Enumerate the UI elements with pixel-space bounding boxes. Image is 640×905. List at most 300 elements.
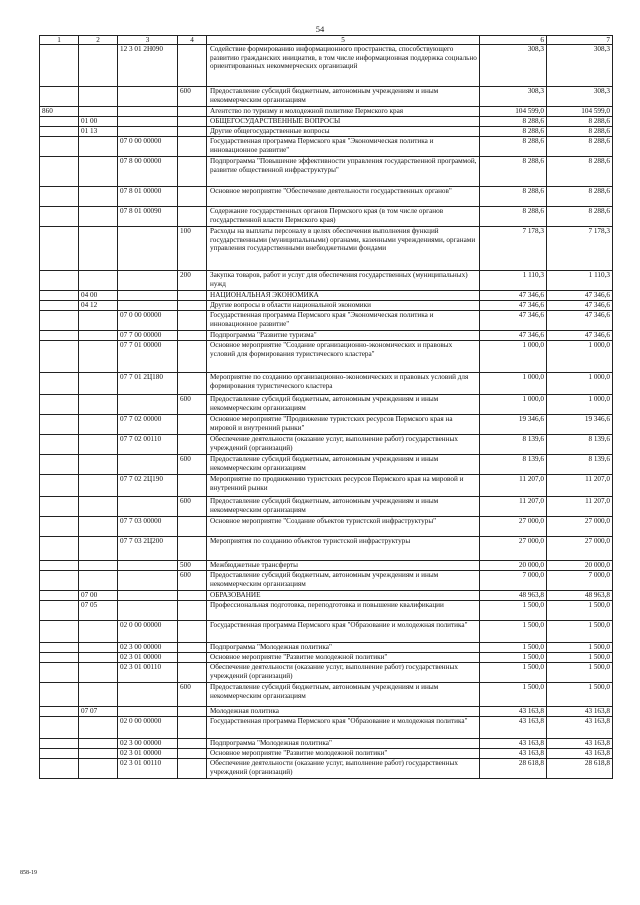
cell-c2	[79, 341, 118, 373]
cell-c1	[40, 571, 79, 591]
cell-c6: 8 288,6	[480, 117, 547, 127]
cell-c7: 1 110,3	[547, 271, 613, 291]
table-row	[40, 707, 613, 717]
cell-c1	[40, 739, 79, 749]
cell-c5: Межбюджетные трансферты	[207, 561, 480, 571]
table-header-row	[40, 36, 613, 45]
cell-c2: 07 05	[79, 601, 118, 621]
cell-c3	[118, 301, 178, 311]
cell-c3	[118, 291, 178, 301]
cell-c1	[40, 227, 79, 271]
cell-c2	[79, 475, 118, 497]
cell-c7: 1 000,0	[547, 341, 613, 373]
cell-c7: 28 618,8	[547, 759, 613, 779]
cell-c1	[40, 717, 79, 739]
cell-c4	[178, 759, 207, 779]
cell-c4	[178, 591, 207, 601]
cell-c1	[40, 749, 79, 759]
cell-c6: 1 500,0	[480, 621, 547, 643]
cell-c5: Другие вопросы в области национальной экономики	[207, 301, 480, 311]
cell-c2: 07 07	[79, 707, 118, 717]
budget-table	[39, 35, 613, 779]
cell-c7: 1 500,0	[547, 621, 613, 643]
cell-c4	[178, 331, 207, 341]
cell-c7: 11 207,0	[547, 475, 613, 497]
cell-c3	[118, 87, 178, 107]
cell-c6: 308,3	[480, 87, 547, 107]
cell-c2	[79, 759, 118, 779]
cell-c6: 47 346,6	[480, 291, 547, 301]
cell-c1	[40, 117, 79, 127]
cell-c3: 02 0 00 00000	[118, 621, 178, 643]
cell-c2	[79, 749, 118, 759]
cell-c4	[178, 373, 207, 395]
cell-c5: Основное мероприятие "Развитие молодежной политики"	[207, 653, 480, 663]
cell-c5: Обеспечение деятельности (оказание услуг, выполнение работ) государственных учреждений (организаций)	[207, 663, 480, 683]
cell-c5: Обеспечение деятельности (оказание услуг, выполнение работ) государственных учреждений (организаций)	[207, 759, 480, 779]
cell-c1	[40, 157, 79, 187]
cell-c3	[118, 117, 178, 127]
cell-c5: Государственная программа Пермского края "Экономическая политика и инновационное развитие"	[207, 137, 480, 157]
cell-c4	[178, 117, 207, 127]
cell-c4	[178, 107, 207, 117]
cell-c3	[118, 127, 178, 137]
cell-c2	[79, 739, 118, 749]
cell-c6: 308,3	[480, 45, 547, 87]
cell-c5: Молодежная политика	[207, 707, 480, 717]
cell-c2: 04 12	[79, 301, 118, 311]
table-row	[40, 749, 613, 759]
cell-c5: Основное мероприятие "Обеспечение деятельности государственных органов"	[207, 187, 480, 207]
cell-c5: Мероприятия по созданию объектов туристской инфраструктуры	[207, 537, 480, 561]
table-row	[40, 739, 613, 749]
cell-c3	[118, 601, 178, 621]
cell-c6: 1 500,0	[480, 663, 547, 683]
cell-c7: 104 599,0	[547, 107, 613, 117]
cell-c4	[178, 517, 207, 537]
cell-c4: 600	[178, 87, 207, 107]
cell-c2	[79, 663, 118, 683]
cell-c7: 308,3	[547, 87, 613, 107]
table-row	[40, 311, 613, 331]
cell-c4	[178, 643, 207, 653]
cell-c7: 27 000,0	[547, 537, 613, 561]
cell-c2	[79, 271, 118, 291]
cell-c4	[178, 601, 207, 621]
cell-c3: 02 3 01 00000	[118, 653, 178, 663]
cell-c7: 20 000,0	[547, 561, 613, 571]
cell-c2	[79, 395, 118, 415]
cell-c6: 1 500,0	[480, 683, 547, 707]
table-row	[40, 475, 613, 497]
cell-c4	[178, 187, 207, 207]
cell-c6: 11 207,0	[480, 497, 547, 517]
cell-c1	[40, 373, 79, 395]
cell-c5: Содержание государственных органов Пермского края (в том числе органов государственной власти Пермского края)	[207, 207, 480, 227]
cell-c3: 02 3 00 00000	[118, 643, 178, 653]
table-row	[40, 643, 613, 653]
header-cell-7: 7	[547, 36, 613, 45]
cell-c7: 7 178,3	[547, 227, 613, 271]
cell-c3: 12 3 01 2Н090	[118, 45, 178, 87]
cell-c2	[79, 87, 118, 107]
cell-c6: 8 288,6	[480, 187, 547, 207]
cell-c3: 02 3 01 00110	[118, 759, 178, 779]
cell-c4	[178, 717, 207, 739]
table-row	[40, 271, 613, 291]
cell-c7: 308,3	[547, 45, 613, 87]
cell-c1	[40, 707, 79, 717]
cell-c6: 43 163,8	[480, 717, 547, 739]
cell-c1	[40, 537, 79, 561]
cell-c5: Основное мероприятие "Создание объектов туристской инфраструктуры"	[207, 517, 480, 537]
cell-c3	[118, 683, 178, 707]
cell-c5: Подпрограмма "Повышение эффективности управления государственной программой, развитие общественной инфраструктуры"	[207, 157, 480, 187]
cell-c7: 43 163,8	[547, 717, 613, 739]
cell-c7: 1 000,0	[547, 395, 613, 415]
cell-c7: 43 163,8	[547, 739, 613, 749]
cell-c4: 600	[178, 571, 207, 591]
cell-c1	[40, 653, 79, 663]
table-row	[40, 227, 613, 271]
cell-c2	[79, 537, 118, 561]
cell-c7: 47 346,6	[547, 311, 613, 331]
cell-c7: 1 500,0	[547, 601, 613, 621]
cell-c1	[40, 683, 79, 707]
cell-c4	[178, 127, 207, 137]
cell-c3	[118, 707, 178, 717]
cell-c3	[118, 271, 178, 291]
cell-c2	[79, 227, 118, 271]
cell-c2	[79, 187, 118, 207]
cell-c6: 104 599,0	[480, 107, 547, 117]
table-row	[40, 759, 613, 779]
cell-c1	[40, 455, 79, 475]
cell-c7: 8 288,6	[547, 117, 613, 127]
cell-c1	[40, 311, 79, 331]
cell-c3	[118, 107, 178, 117]
cell-c2	[79, 455, 118, 475]
cell-c2	[79, 653, 118, 663]
cell-c6: 8 288,6	[480, 207, 547, 227]
cell-c6: 43 163,8	[480, 749, 547, 759]
cell-c4	[178, 45, 207, 87]
cell-c5: Мероприятие по продвижению туристских ресурсов Пермского края на мировой и внутренний рынки	[207, 475, 480, 497]
cell-c1	[40, 759, 79, 779]
table-row	[40, 87, 613, 107]
cell-c6: 43 163,8	[480, 739, 547, 749]
cell-c5: Государственная программа Пермского края "Образование и молодежная политика"	[207, 621, 480, 643]
cell-c1	[40, 137, 79, 157]
cell-c2	[79, 717, 118, 739]
cell-c1	[40, 395, 79, 415]
cell-c6: 1 500,0	[480, 643, 547, 653]
table-row	[40, 663, 613, 683]
table-row	[40, 435, 613, 455]
cell-c5: Предоставление субсидий бюджетным, автономным учреждениям и иным некоммерческим организациям	[207, 455, 480, 475]
cell-c4	[178, 653, 207, 663]
cell-c3: 07 7 03 00000	[118, 517, 178, 537]
cell-c3: 07 7 00 00000	[118, 331, 178, 341]
cell-c1: 860	[40, 107, 79, 117]
cell-c4	[178, 341, 207, 373]
cell-c1	[40, 331, 79, 341]
cell-c4: 600	[178, 455, 207, 475]
cell-c4	[178, 207, 207, 227]
cell-c4	[178, 291, 207, 301]
cell-c6: 19 346,6	[480, 415, 547, 435]
table-row	[40, 187, 613, 207]
cell-c5: ОБРАЗОВАНИЕ	[207, 591, 480, 601]
cell-c4	[178, 311, 207, 331]
header-cell-3: 3	[118, 36, 178, 45]
cell-c4	[178, 537, 207, 561]
page-number: 54	[315, 24, 325, 34]
cell-c6: 7 178,3	[480, 227, 547, 271]
cell-c4	[178, 749, 207, 759]
cell-c1	[40, 207, 79, 227]
table-row	[40, 117, 613, 127]
cell-c2	[79, 331, 118, 341]
table-row	[40, 207, 613, 227]
cell-c2	[79, 137, 118, 157]
cell-c4	[178, 707, 207, 717]
cell-c5: Расходы на выплаты персоналу в целях обеспечения выполнения функций государственными (муниципальными) органами, казенными учреждениями, органами управления государственными внебюджетными фондами	[207, 227, 480, 271]
table-row	[40, 621, 613, 643]
cell-c2	[79, 207, 118, 227]
cell-c6: 28 618,8	[480, 759, 547, 779]
cell-c3: 07 7 01 00000	[118, 341, 178, 373]
cell-c6: 20 000,0	[480, 561, 547, 571]
cell-c5: Профессиональная подготовка, переподготовка и повышение квалификации	[207, 601, 480, 621]
cell-c2	[79, 561, 118, 571]
cell-c1	[40, 341, 79, 373]
table-row	[40, 717, 613, 739]
cell-c7: 43 163,8	[547, 707, 613, 717]
cell-c3	[118, 395, 178, 415]
cell-c6: 8 288,6	[480, 157, 547, 187]
cell-c4: 100	[178, 227, 207, 271]
cell-c1	[40, 187, 79, 207]
cell-c1	[40, 435, 79, 455]
cell-c1	[40, 643, 79, 653]
table-row	[40, 571, 613, 591]
table-row	[40, 561, 613, 571]
table-row	[40, 683, 613, 707]
cell-c2	[79, 311, 118, 331]
cell-c7: 8 288,6	[547, 127, 613, 137]
cell-c3	[118, 571, 178, 591]
cell-c3	[118, 497, 178, 517]
cell-c6: 11 207,0	[480, 475, 547, 497]
cell-c7: 8 288,6	[547, 187, 613, 207]
cell-c6: 47 346,6	[480, 331, 547, 341]
cell-c3: 07 7 02 00000	[118, 415, 178, 435]
cell-c2	[79, 517, 118, 537]
cell-c3: 07 8 01 00000	[118, 187, 178, 207]
table-row	[40, 127, 613, 137]
cell-c3: 07 7 02 00110	[118, 435, 178, 455]
cell-c7: 43 163,8	[547, 749, 613, 759]
table-body	[40, 36, 613, 779]
cell-c6: 7 000,0	[480, 571, 547, 591]
cell-c5: Другие общегосударственные вопросы	[207, 127, 480, 137]
cell-c2	[79, 621, 118, 643]
cell-c4: 500	[178, 561, 207, 571]
cell-c4: 600	[178, 683, 207, 707]
cell-c5: Основное мероприятие "Создание организационно-экономических и правовых условий для формирования туристического кластера"	[207, 341, 480, 373]
cell-c1	[40, 127, 79, 137]
cell-c3	[118, 591, 178, 601]
cell-c6: 1 500,0	[480, 653, 547, 663]
cell-c4	[178, 301, 207, 311]
cell-c5: Подпрограмма "Развитие туризма"	[207, 331, 480, 341]
cell-c2	[79, 373, 118, 395]
cell-c6: 47 346,6	[480, 311, 547, 331]
cell-c7: 11 207,0	[547, 497, 613, 517]
cell-c5: Предоставление субсидий бюджетным, автономным учреждениям и иным некоммерческим организациям	[207, 395, 480, 415]
header-cell-1: 1	[40, 36, 79, 45]
cell-c4	[178, 435, 207, 455]
cell-c4: 600	[178, 395, 207, 415]
cell-c5: Предоставление субсидий бюджетным, автономным учреждениям и иным некоммерческим организациям	[207, 571, 480, 591]
table-row	[40, 497, 613, 517]
cell-c3	[118, 561, 178, 571]
cell-c2	[79, 157, 118, 187]
cell-c1	[40, 271, 79, 291]
cell-c6: 43 163,8	[480, 707, 547, 717]
cell-c4	[178, 663, 207, 683]
cell-c7: 8 139,6	[547, 455, 613, 475]
cell-c7: 27 000,0	[547, 517, 613, 537]
cell-c3: 02 0 00 00000	[118, 717, 178, 739]
cell-c2: 01 00	[79, 117, 118, 127]
cell-c6: 1 000,0	[480, 341, 547, 373]
cell-c7: 47 346,6	[547, 331, 613, 341]
cell-c3	[118, 455, 178, 475]
cell-c2	[79, 497, 118, 517]
cell-c2	[79, 45, 118, 87]
table-row	[40, 537, 613, 561]
cell-c3	[118, 227, 178, 271]
cell-c6: 8 139,6	[480, 435, 547, 455]
cell-c7: 19 346,6	[547, 415, 613, 435]
cell-c6: 47 346,6	[480, 301, 547, 311]
cell-c2	[79, 435, 118, 455]
cell-c3: 02 3 01 00110	[118, 663, 178, 683]
cell-c3: 07 0 00 00000	[118, 311, 178, 331]
cell-c7: 1 500,0	[547, 643, 613, 653]
cell-c5: Государственная программа Пермского края "Экономическая политика и инновационное развитие"	[207, 311, 480, 331]
cell-c7: 8 288,6	[547, 137, 613, 157]
cell-c2	[79, 683, 118, 707]
cell-c4	[178, 475, 207, 497]
cell-c4: 600	[178, 497, 207, 517]
cell-c1	[40, 45, 79, 87]
table-row	[40, 301, 613, 311]
cell-c6: 27 000,0	[480, 517, 547, 537]
header-cell-4: 4	[178, 36, 207, 45]
cell-c3: 07 7 03 2Ц200	[118, 537, 178, 561]
cell-c3: 07 7 01 2Ц180	[118, 373, 178, 395]
cell-c4	[178, 157, 207, 187]
cell-c1	[40, 475, 79, 497]
cell-c3: 07 8 00 00000	[118, 157, 178, 187]
cell-c6: 1 110,3	[480, 271, 547, 291]
cell-c5: Основное мероприятие "Развитие молодежной политики"	[207, 749, 480, 759]
cell-c6: 1 000,0	[480, 395, 547, 415]
cell-c7: 8 288,6	[547, 207, 613, 227]
cell-c5: Мероприятие по созданию организационно-экономических и правовых условий для формирования туристического кластера	[207, 373, 480, 395]
cell-c1	[40, 497, 79, 517]
table-row	[40, 331, 613, 341]
cell-c3: 07 7 02 2Ц190	[118, 475, 178, 497]
table-row	[40, 415, 613, 435]
cell-c3: 07 0 00 00000	[118, 137, 178, 157]
table-row	[40, 137, 613, 157]
cell-c6: 1 000,0	[480, 373, 547, 395]
cell-c4	[178, 137, 207, 157]
cell-c5: Агентство по туризму и молодежной политике Пермского края	[207, 107, 480, 117]
cell-c5: Предоставление субсидий бюджетным, автономным учреждениям и иным некоммерческим организациям	[207, 683, 480, 707]
table-row	[40, 373, 613, 395]
cell-c2: 07 00	[79, 591, 118, 601]
table-row	[40, 157, 613, 187]
table-row	[40, 291, 613, 301]
cell-c7: 1 500,0	[547, 663, 613, 683]
header-cell-5: 5	[207, 36, 480, 45]
cell-c1	[40, 591, 79, 601]
cell-c5: ОБЩЕГОСУДАРСТВЕННЫЕ ВОПРОСЫ	[207, 117, 480, 127]
cell-c5: Обеспечение деятельности (оказание услуг, выполнение работ) государственных учреждений (организаций)	[207, 435, 480, 455]
header-cell-2: 2	[79, 36, 118, 45]
cell-c4	[178, 739, 207, 749]
cell-c3: 07 8 01 00090	[118, 207, 178, 227]
cell-c1	[40, 415, 79, 435]
cell-c4: 200	[178, 271, 207, 291]
cell-c6: 48 963,8	[480, 591, 547, 601]
cell-c7: 1 500,0	[547, 683, 613, 707]
cell-c6: 8 288,6	[480, 127, 547, 137]
cell-c1	[40, 561, 79, 571]
cell-c7: 8 139,6	[547, 435, 613, 455]
table-row	[40, 45, 613, 87]
cell-c5: НАЦИОНАЛЬНАЯ ЭКОНОМИКА	[207, 291, 480, 301]
cell-c7: 8 288,6	[547, 157, 613, 187]
cell-c6: 27 000,0	[480, 537, 547, 561]
cell-c1	[40, 517, 79, 537]
cell-c7: 48 963,8	[547, 591, 613, 601]
cell-c4	[178, 621, 207, 643]
cell-c7: 47 346,6	[547, 301, 613, 311]
cell-c7: 47 346,6	[547, 291, 613, 301]
cell-c1	[40, 301, 79, 311]
table-row	[40, 341, 613, 373]
table-row	[40, 455, 613, 475]
cell-c2	[79, 107, 118, 117]
cell-c5: Содействие формированию информационного пространства, способствующего развитию гражданских инициатив, в том числе информационная поддержка социально ориентированных некоммерческих организаций	[207, 45, 480, 87]
cell-c6: 1 500,0	[480, 601, 547, 621]
cell-c1	[40, 291, 79, 301]
table-row	[40, 653, 613, 663]
table-row	[40, 591, 613, 601]
header-cell-6: 6	[480, 36, 547, 45]
cell-c5: Основное мероприятие "Продвижение туристских ресурсов Пермского края на мировой и внутренний рынки"	[207, 415, 480, 435]
table-row	[40, 107, 613, 117]
table-row	[40, 395, 613, 415]
cell-c5: Предоставление субсидий бюджетным, автономным учреждениям и иным некоммерческим организациям	[207, 87, 480, 107]
table-row	[40, 517, 613, 537]
